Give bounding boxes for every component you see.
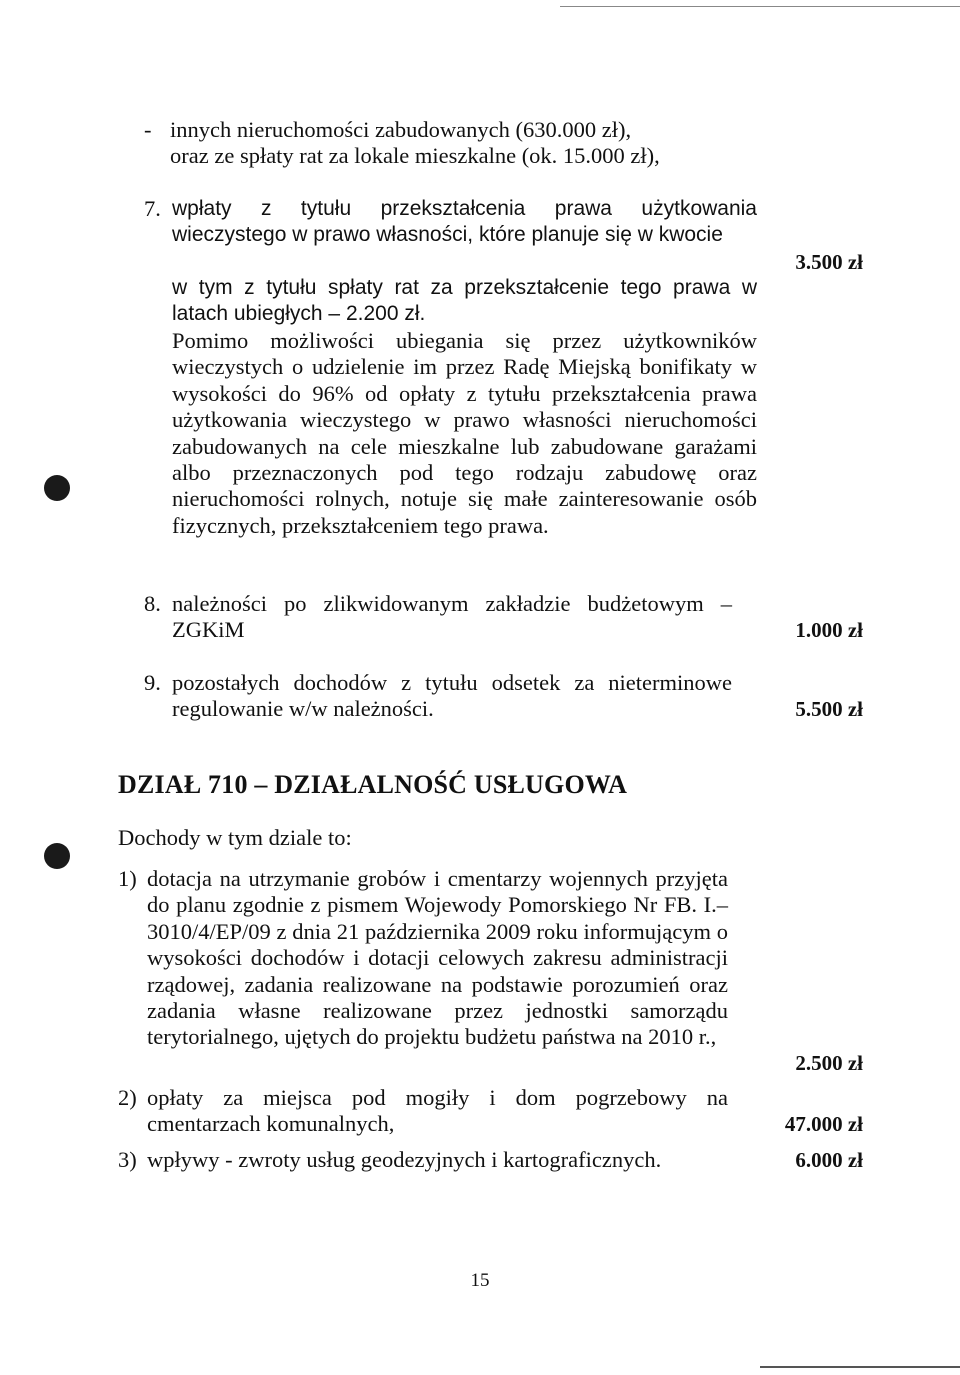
item-8-amount: 1.000 zł: [795, 618, 863, 642]
item-8-text: należności po zlikwidowanym zakładzie budżetowym – ZGKiM: [172, 591, 732, 643]
binder-hole-mark: [44, 843, 70, 869]
section-item-2-amount: 47.000 zł: [784, 1112, 863, 1136]
section-item-3-text: wpływy - zwroty usług geodezyjnych i kartograficznych.: [147, 1147, 662, 1172]
scan-edge-line-bottom: [760, 1366, 960, 1368]
section-item-3-amount: 6.000 zł: [795, 1148, 863, 1172]
section-item-1-amount: 2.500 zł: [795, 1051, 863, 1075]
item-number: 7.: [144, 196, 161, 221]
item-number: 8.: [144, 591, 161, 616]
section-item-number: 2): [118, 1085, 137, 1110]
item-number: 9.: [144, 670, 161, 695]
item-9-amount: 5.500 zł: [795, 697, 863, 721]
page-number: 15: [470, 1270, 490, 1291]
list-bullet: -: [144, 117, 152, 142]
scan-edge-line-top: [560, 6, 960, 7]
section-item-1-text: dotacja na utrzymanie grobów i cmentarzy wojennych przyjęta do planu zgodnie z pismem Wojewody Pomorskiego Nr FB. I.– 3010/4/EP/09 z dnia 21 października 2009 roku informującym o wysokości dochodów i dotacji celowych zakresu administracji rządowej, zadania realizowane na podstawie porozumień oraz zadania własne realizowane przez jednostki samorządu terytorialnego, ujętych do projektu budżetu państwa na 2010 r.,: [147, 866, 728, 1050]
item-7-description: Pomimo możliwości ubiegania się przez użytkowników wieczystych o udzielenie im przez Radę Miejską bonifikaty w wysokości do 96% od opłaty z tytułu przekształcenia prawa użytkowania wieczystego w prawo własności nieruchomości zabudowanych na cele mieszkalne lub zabudowane garażami albo przeznaczonych pod tego rodzaju zabudowę oraz nieruchomości rolnych, notuje się małe zainteresowanie osób fizycznych, przekształceniem tego prawa.: [172, 328, 757, 538]
item-9-text: pozostałych dochodów z tytułu odsetek za nieterminowe regulowanie w/w należności.: [172, 670, 732, 722]
section-heading: DZIAŁ 710 – DZIAŁALNOŚĆ USŁUGOWA: [118, 770, 628, 799]
item-7-amount: 3.500 zł: [795, 250, 863, 274]
binder-hole-mark: [44, 475, 70, 501]
section-item-number: 3): [118, 1147, 137, 1172]
continuation-line: innych nieruchomości zabudowanych (630.000 zł),: [170, 117, 632, 142]
item-7-text: wpłaty z tytułu przekształcenia prawa użytkowania wieczystego w prawo własności, które planuje się w kwocie: [172, 197, 757, 247]
section-intro: Dochody w tym dziale to:: [118, 825, 352, 850]
section-item-2-text: opłaty za miejsca pod mogiły i dom pogrzebowy na cmentarzach komunalnych,: [147, 1085, 728, 1137]
continuation-line: oraz ze spłaty rat za lokale mieszkalne (ok. 15.000 zł),: [170, 143, 660, 168]
item-7-subtext: w tym z tytułu spłaty rat za przekształcenie tego prawa w latach ubiegłych – 2.200 zł.: [172, 276, 757, 326]
section-item-number: 1): [118, 866, 137, 891]
